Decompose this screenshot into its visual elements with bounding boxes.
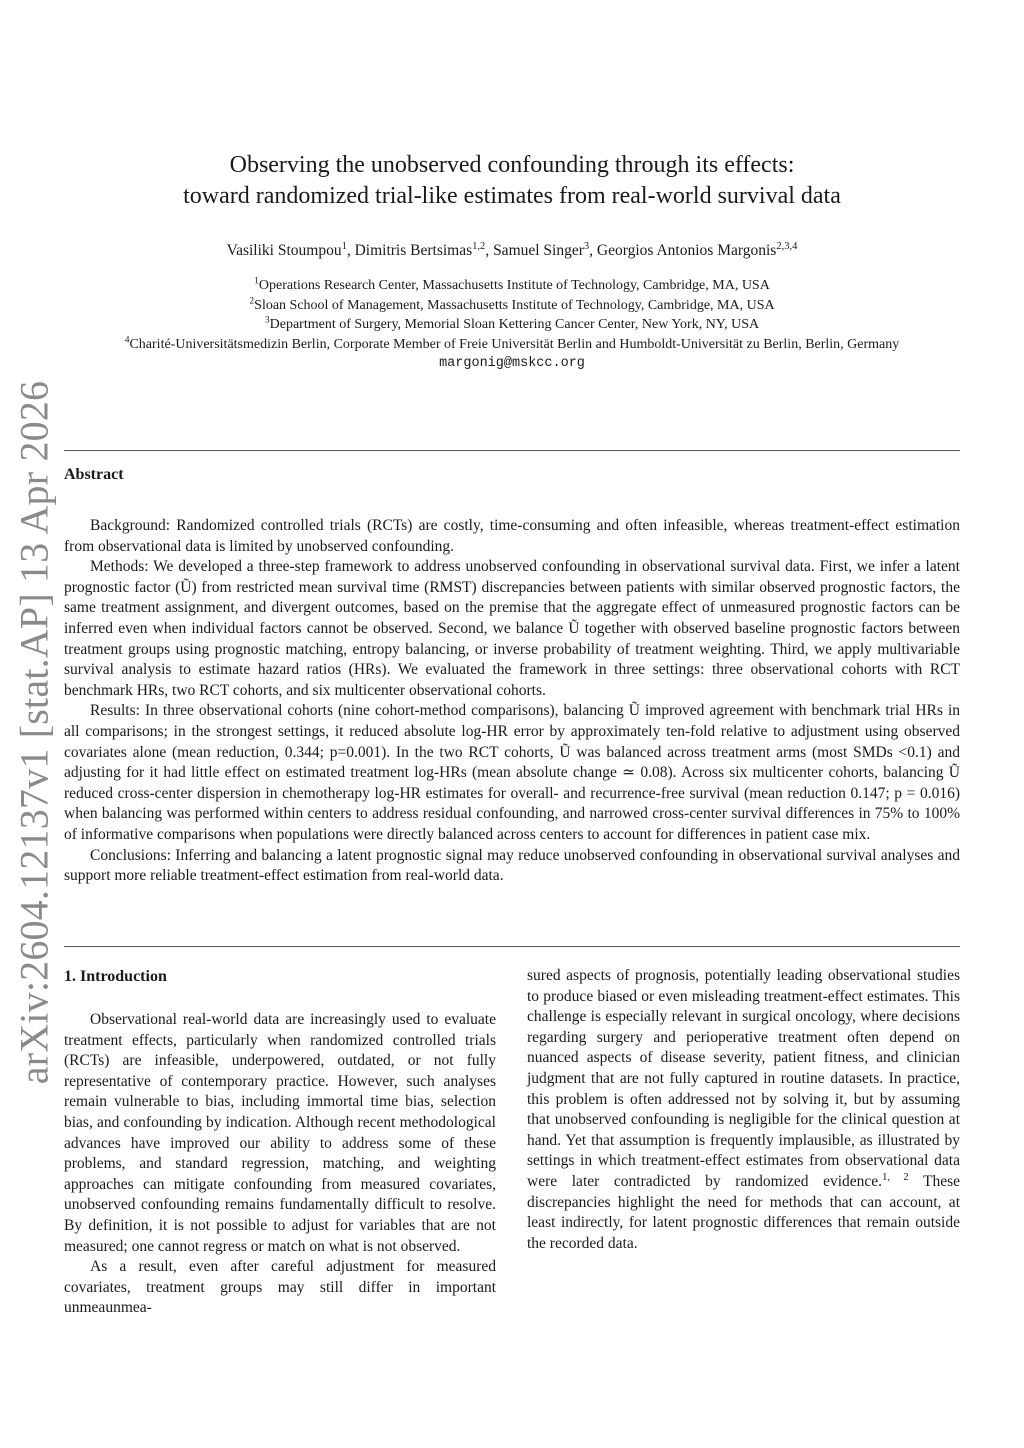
title-line-1: Observing the unobserved confounding through its effects: — [229, 152, 795, 178]
divider — [64, 450, 960, 451]
affiliation: $^4$Charité-Universitätsmedizin Berlin, Corporate Member of Freie Universität Berlin and Humboldt-Universität zu Berlin, Berlin, Germany — [124, 334, 900, 352]
arxiv-watermark — [4, 380, 64, 1084]
intro-paragraph-1: Observational real-world data are increasingly used to evaluate treatment effects, particularly when randomized controlled trials (RCTs) are infeasible, underpowered, outdated, or not fully representative of contemporary practice. However, such analyses remain vulnerable to bias, including immortal time bias, selection bias, and confounding by indication. Although recent methodological advances have improved our ability to address some of these problems, and standard regression, matching, and weighting approaches can mitigate confounding from measured covariates, unobserved confounding remains fundamentally difficult to resolve. By definition, it is not possible to adjust for variables that are not measured; one cannot regress or match on what is not observed. — [64, 1011, 496, 1255]
paper-title — [60, 150, 964, 212]
arxiv-identifier: arXiv:2604.12137v1 [stat.AP] 13 Apr 2026 — [11, 380, 57, 1084]
author: Samuel Singer$^3$, — [493, 240, 597, 259]
author: Georgios Antonios Margonis$^{2,3,4}$ — [596, 240, 798, 259]
abstract-results: Results: In three observational cohorts (nine cohort-method comparisons), balancing Ũ improved agreement with benchmark trial HRs in all comparisons; in the strongest settings, it reduced absolute log-HR error by approximately ten-fold relative to adjustment using observed covariates alone (mean reduction, 0.344; p=0.001). In the two RCT cohorts, Ũ was balanced across treatment arms (most SMDs <0.1) and adjusting for it had little effect on estimated treatment log-HRs (mean absolute change ≃ 0.08). Across six multicenter cohorts, balancing Ũ reduced cross-center dispersion in chemotherapy log-HR estimates for overall- and recurrence-free survival (mean reduction 0.147; p = 0.016) when balancing was performed within centers to address residual confounding, and narrowed cross-center survival differences in 75% to 100% of informative comparisons when populations were directly balanced across centers to account for differences in patient case mix. — [64, 702, 960, 843]
section-heading-introduction: 1. Introduction — [64, 968, 167, 985]
affiliation: $^3$Department of Surgery, Memorial Sloan Kettering Cancer Center, New York, NY, USA — [264, 315, 760, 332]
corresponding-email[interactable]: margonig@mskcc.org — [439, 356, 585, 371]
abstract-body — [64, 516, 960, 887]
author-list — [60, 240, 964, 262]
affiliation: $^2$Sloan School of Management, Massachusetts Institute of Technology, Cambridge, MA, USA — [249, 295, 775, 313]
right-column — [527, 966, 960, 1254]
affiliation-list — [40, 276, 984, 374]
affiliation: $^1$Operations Research Center, Massachusetts Institute of Technology, Cambridge, MA, USA — [254, 276, 770, 293]
title-line-2: toward randomized trial-like estimates from real-world survival data — [183, 183, 841, 209]
divider — [64, 946, 960, 947]
author: Vasiliki Stoumpou$^1$, — [226, 240, 355, 259]
left-column — [64, 966, 496, 1319]
abstract-methods: Methods: We developed a three-step framework to address unobserved confounding in observational survival data. First, we infer a latent prognostic factor (Ũ) from restricted mean survival time (RMST) discrepancies between patients with similar observed prognostic factors, the same treatment assignment, and divergent outcomes, based on the premise that the aggregate effect of unmeasured prognostic factors can be inferred even when individual factors cannot be observed. Second, we balance Ũ together with observed baseline prognostic factors between treatment groups using prognostic matching, entropy balancing, or inverse probability of treatment weighting. Third, we apply multivariable survival analysis to estimate hazard ratios (HRs). We evaluated the framework in three settings: three observational cohorts with RCT benchmark HRs, two RCT cohorts, and six multicenter observational cohorts. — [64, 558, 960, 699]
abstract-heading: Abstract — [64, 466, 124, 483]
intro-paragraph-2: As a result, even after careful adjustment for measured covariates, treatment groups may still differ in important unmeaunmea- — [64, 1258, 496, 1317]
abstract-conclusions: Conclusions: Inferring and balancing a latent prognostic signal may reduce unobserved confounding in observational survival analyses and support more reliable treatment-effect estimation from real-world data. — [64, 846, 960, 885]
author: Dimitris Bertsimas$^{1,2}$, — [354, 240, 494, 259]
abstract-background: Background: Randomized controlled trials (RCTs) are costly, time-consuming and often infeasible, whereas treatment-effect estimation from observational data is limited by unobserved confounding. — [64, 517, 960, 555]
intro-paragraph-2-continued: sured aspects of prognosis, potentially leading observational studies to produce biased or even misleading treatment-effect estimates. This challenge is especially relevant in surgical oncology, where decisions regarding surgery and perioperative treatment often depend on nuanced aspects of disease severity, patient fitness, and clinician judgment that are not fully captured in routine datasets. In practice, this problem is often addressed not by solving it, but by assuming that unobserved confounding is negligible for the clinical question at hand. Yet that assumption is frequently implausible, as illustrated by settings in which treatment-effect estimates from observational data were later contradicted by randomized evidence.$^{1, 2}$ These discrepancies highlight the need for methods that can account, at least indirectly, for latent prognostic differences that remain outside the recorded data. — [527, 967, 960, 1252]
citation-ref[interactable]: 1, 2 — [882, 1171, 909, 1183]
